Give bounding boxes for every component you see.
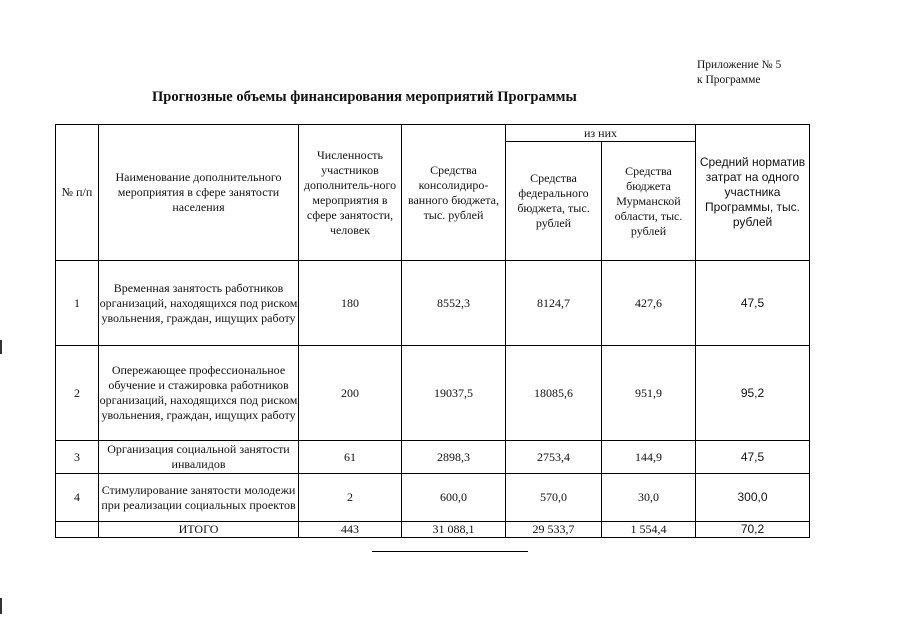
row-norm: 300,0 <box>696 474 810 522</box>
row-number: 3 <box>56 441 99 474</box>
row-norm: 47,5 <box>696 441 810 474</box>
scan-artifact <box>0 598 2 614</box>
row-number: 2 <box>56 346 99 441</box>
row-consolidated: 19037,5 <box>402 346 506 441</box>
row-name: Опережающее профессиональное обучение и стажировка работников организаций, находящихся под риском увольнения, граждан, ищущих работу <box>99 346 299 441</box>
total-norm: 70,2 <box>696 522 810 538</box>
header-of-which: из них <box>506 125 696 142</box>
scan-artifact <box>0 340 2 354</box>
row-consolidated: 2898,3 <box>402 441 506 474</box>
total-row <box>56 522 810 538</box>
row-regional: 30,0 <box>602 474 696 522</box>
header-participants: Численность участников дополнитель-ного мероприятия в сфере занятости, человек <box>299 125 402 261</box>
total-label: ИТОГО <box>99 522 299 538</box>
row-participants: 200 <box>299 346 402 441</box>
row-number: 1 <box>56 261 99 346</box>
header-name: Наименование дополнительного мероприятия в сфере занятости населения <box>99 125 299 261</box>
total-federal: 29 533,7 <box>506 522 602 538</box>
row-name: Организация социальной занятости инвалидов <box>99 441 299 474</box>
table-row <box>56 441 810 474</box>
total-regional: 1 554,4 <box>602 522 696 538</box>
table-row <box>56 261 810 346</box>
row-number: 4 <box>56 474 99 522</box>
appendix-program: к Программе <box>697 74 761 86</box>
header-federal: Средства федерального бюджета, тыс. рублей <box>506 142 602 261</box>
row-participants: 180 <box>299 261 402 346</box>
row-participants: 2 <box>299 474 402 522</box>
row-consolidated: 8552,3 <box>402 261 506 346</box>
header-row-top <box>56 125 810 142</box>
header-norm: Средний норматив затрат на одного участника Программы, тыс. рублей <box>696 125 810 261</box>
appendix-number: Приложение № 5 <box>697 59 782 71</box>
row-federal: 2753,4 <box>506 441 602 474</box>
header-num: № п/п <box>56 125 99 261</box>
financing-table <box>55 124 810 538</box>
row-regional: 427,6 <box>602 261 696 346</box>
appendix-note <box>697 58 781 88</box>
row-federal: 18085,6 <box>506 346 602 441</box>
row-norm: 95,2 <box>696 346 810 441</box>
document-title: Прогнозные объемы финансирования мероприятий Программы <box>152 89 577 105</box>
row-regional: 144,9 <box>602 441 696 474</box>
closing-rule <box>372 551 528 552</box>
total-consolidated: 31 088,1 <box>402 522 506 538</box>
row-participants: 61 <box>299 441 402 474</box>
row-federal: 570,0 <box>506 474 602 522</box>
table-row <box>56 346 810 441</box>
header-consolidated: Средства консолидиро-ванного бюджета, тыс. рублей <box>402 125 506 261</box>
row-consolidated: 600,0 <box>402 474 506 522</box>
row-name: Стимулирование занятости молодежи при реализации социальных проектов <box>99 474 299 522</box>
header-regional: Средства бюджета Мурманской области, тыс. рублей <box>602 142 696 261</box>
row-federal: 8124,7 <box>506 261 602 346</box>
row-name: Временная занятость работников организаций, находящихся под риском увольнения, граждан, ищущих работу <box>99 261 299 346</box>
row-regional: 951,9 <box>602 346 696 441</box>
total-participants: 443 <box>299 522 402 538</box>
table-row <box>56 474 810 522</box>
row-norm: 47,5 <box>696 261 810 346</box>
total-number-cell <box>56 522 99 538</box>
